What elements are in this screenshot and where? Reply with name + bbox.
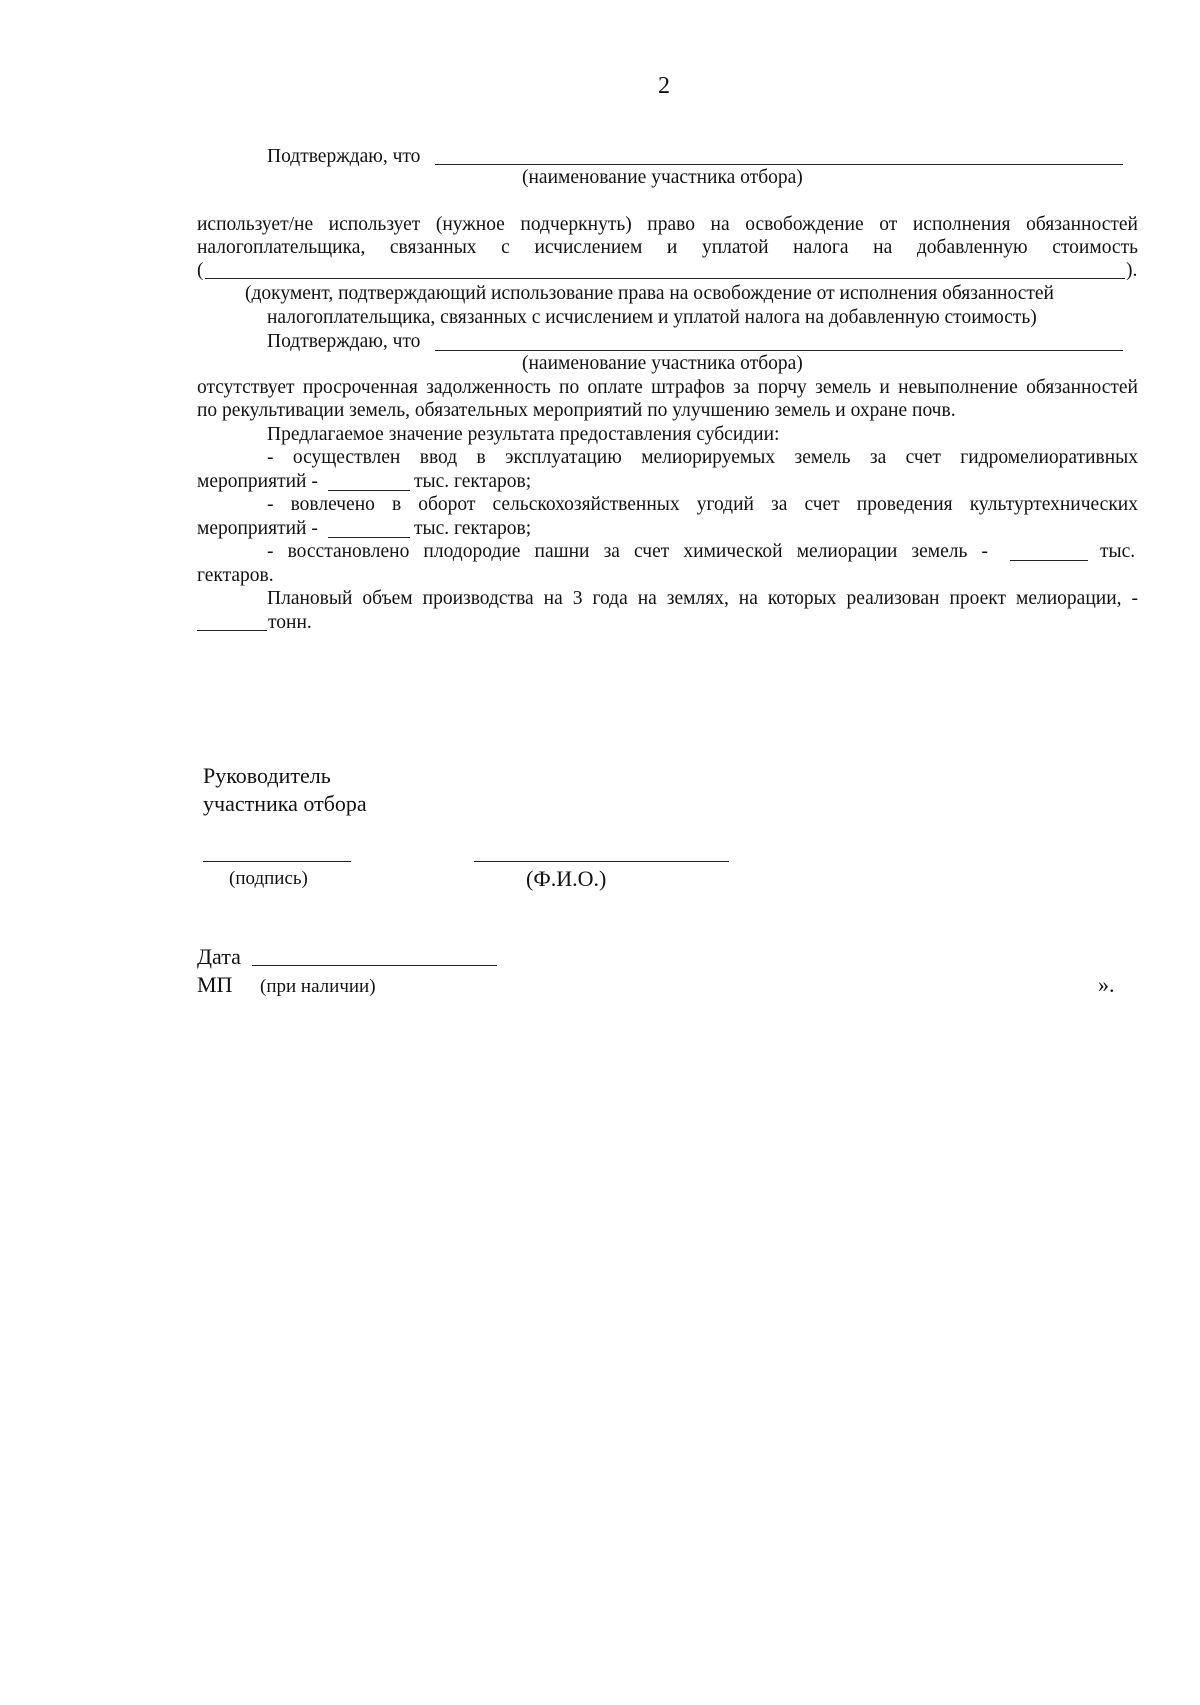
plan-volume-blank[interactable]: [197, 630, 267, 631]
result-item2-prefix: мероприятий -: [197, 518, 318, 539]
vat-document-blank[interactable]: [205, 278, 1125, 279]
result-item2-line-1: - вовлечено в оборот сельскохозяйственных угодий за счет проведения культуртехнических: [267, 494, 1138, 515]
fio-blank[interactable]: [474, 861, 729, 862]
confirm2-line-1: отсутствует просроченная задолженность по оплате штрафов за порчу земель и невыполнение обязанностей: [197, 377, 1138, 398]
confirm2-caption: (наименование участника отбора): [522, 353, 803, 374]
date-label: Дата: [197, 944, 241, 969]
confirm2-prefix: Подтверждаю, что: [267, 331, 421, 352]
result-item2-suffix: тыс. гектаров;: [414, 518, 532, 539]
vat-close-paren: ).: [1126, 260, 1138, 281]
confirm1-caption: (наименование участника отбора): [522, 167, 803, 188]
plan-line-1: Плановый объем производства на 3 года на землях, на которых реализован проект мелиорации, -: [267, 588, 1138, 609]
result-item3-line-2: гектаров.: [197, 565, 274, 586]
participant-name-blank-1[interactable]: [435, 164, 1123, 165]
stamp-label: МП: [197, 972, 233, 997]
plan-suffix: тонн.: [268, 612, 312, 633]
stamp-note: (при наличии): [260, 976, 376, 997]
result-intro: Предлагаемое значение результата предоставления субсидии:: [267, 424, 780, 445]
result-item1-suffix: тыс. гектаров;: [414, 471, 532, 492]
confirm2-line-2: по рекультивации земель, обязательных мероприятий по улучшению земель и охране почв.: [197, 400, 956, 421]
vat-line-2: налогоплательщика, связанных с исчислением и уплатой налога на добавленную стоимость: [197, 237, 1138, 258]
result-item3-unit: тыс.: [1100, 541, 1136, 562]
result-item3-blank[interactable]: [1010, 560, 1088, 561]
confirm1-prefix: Подтверждаю, что: [267, 146, 421, 167]
participant-name-blank-2[interactable]: [435, 350, 1123, 351]
signature-blank[interactable]: [203, 861, 351, 862]
head-title-2: участника отбора: [203, 791, 367, 816]
result-item3-line-1: - восстановлено плодородие пашни за счет химической мелиорации земель -: [267, 541, 988, 562]
closing-quote: ».: [1098, 972, 1115, 997]
result-item1-line-1: - осуществлен ввод в эксплуатацию мелиорируемых земель за счет гидромелиоративных: [267, 447, 1138, 468]
vat-open-paren: (: [197, 260, 204, 281]
vat-caption-1: (документ, подтверждающий использование права на освобождение от исполнения обязанностей: [245, 283, 1054, 304]
vat-line-1: использует/не использует (нужное подчеркнуть) право на освобождение от исполнения обязанностей: [197, 214, 1138, 235]
date-blank[interactable]: [252, 965, 497, 966]
head-title-1: Руководитель: [203, 763, 331, 788]
signature-caption: (подпись): [229, 868, 308, 889]
result-item1-prefix: мероприятий -: [197, 471, 318, 492]
fio-caption: (Ф.И.О.): [526, 866, 607, 891]
vat-caption-2: налогоплательщика, связанных с исчислением и уплатой налога на добавленную стоимость): [267, 307, 1037, 328]
page-number: 2: [658, 73, 670, 99]
result-item2-blank[interactable]: [328, 537, 410, 538]
result-item1-blank[interactable]: [328, 490, 410, 491]
